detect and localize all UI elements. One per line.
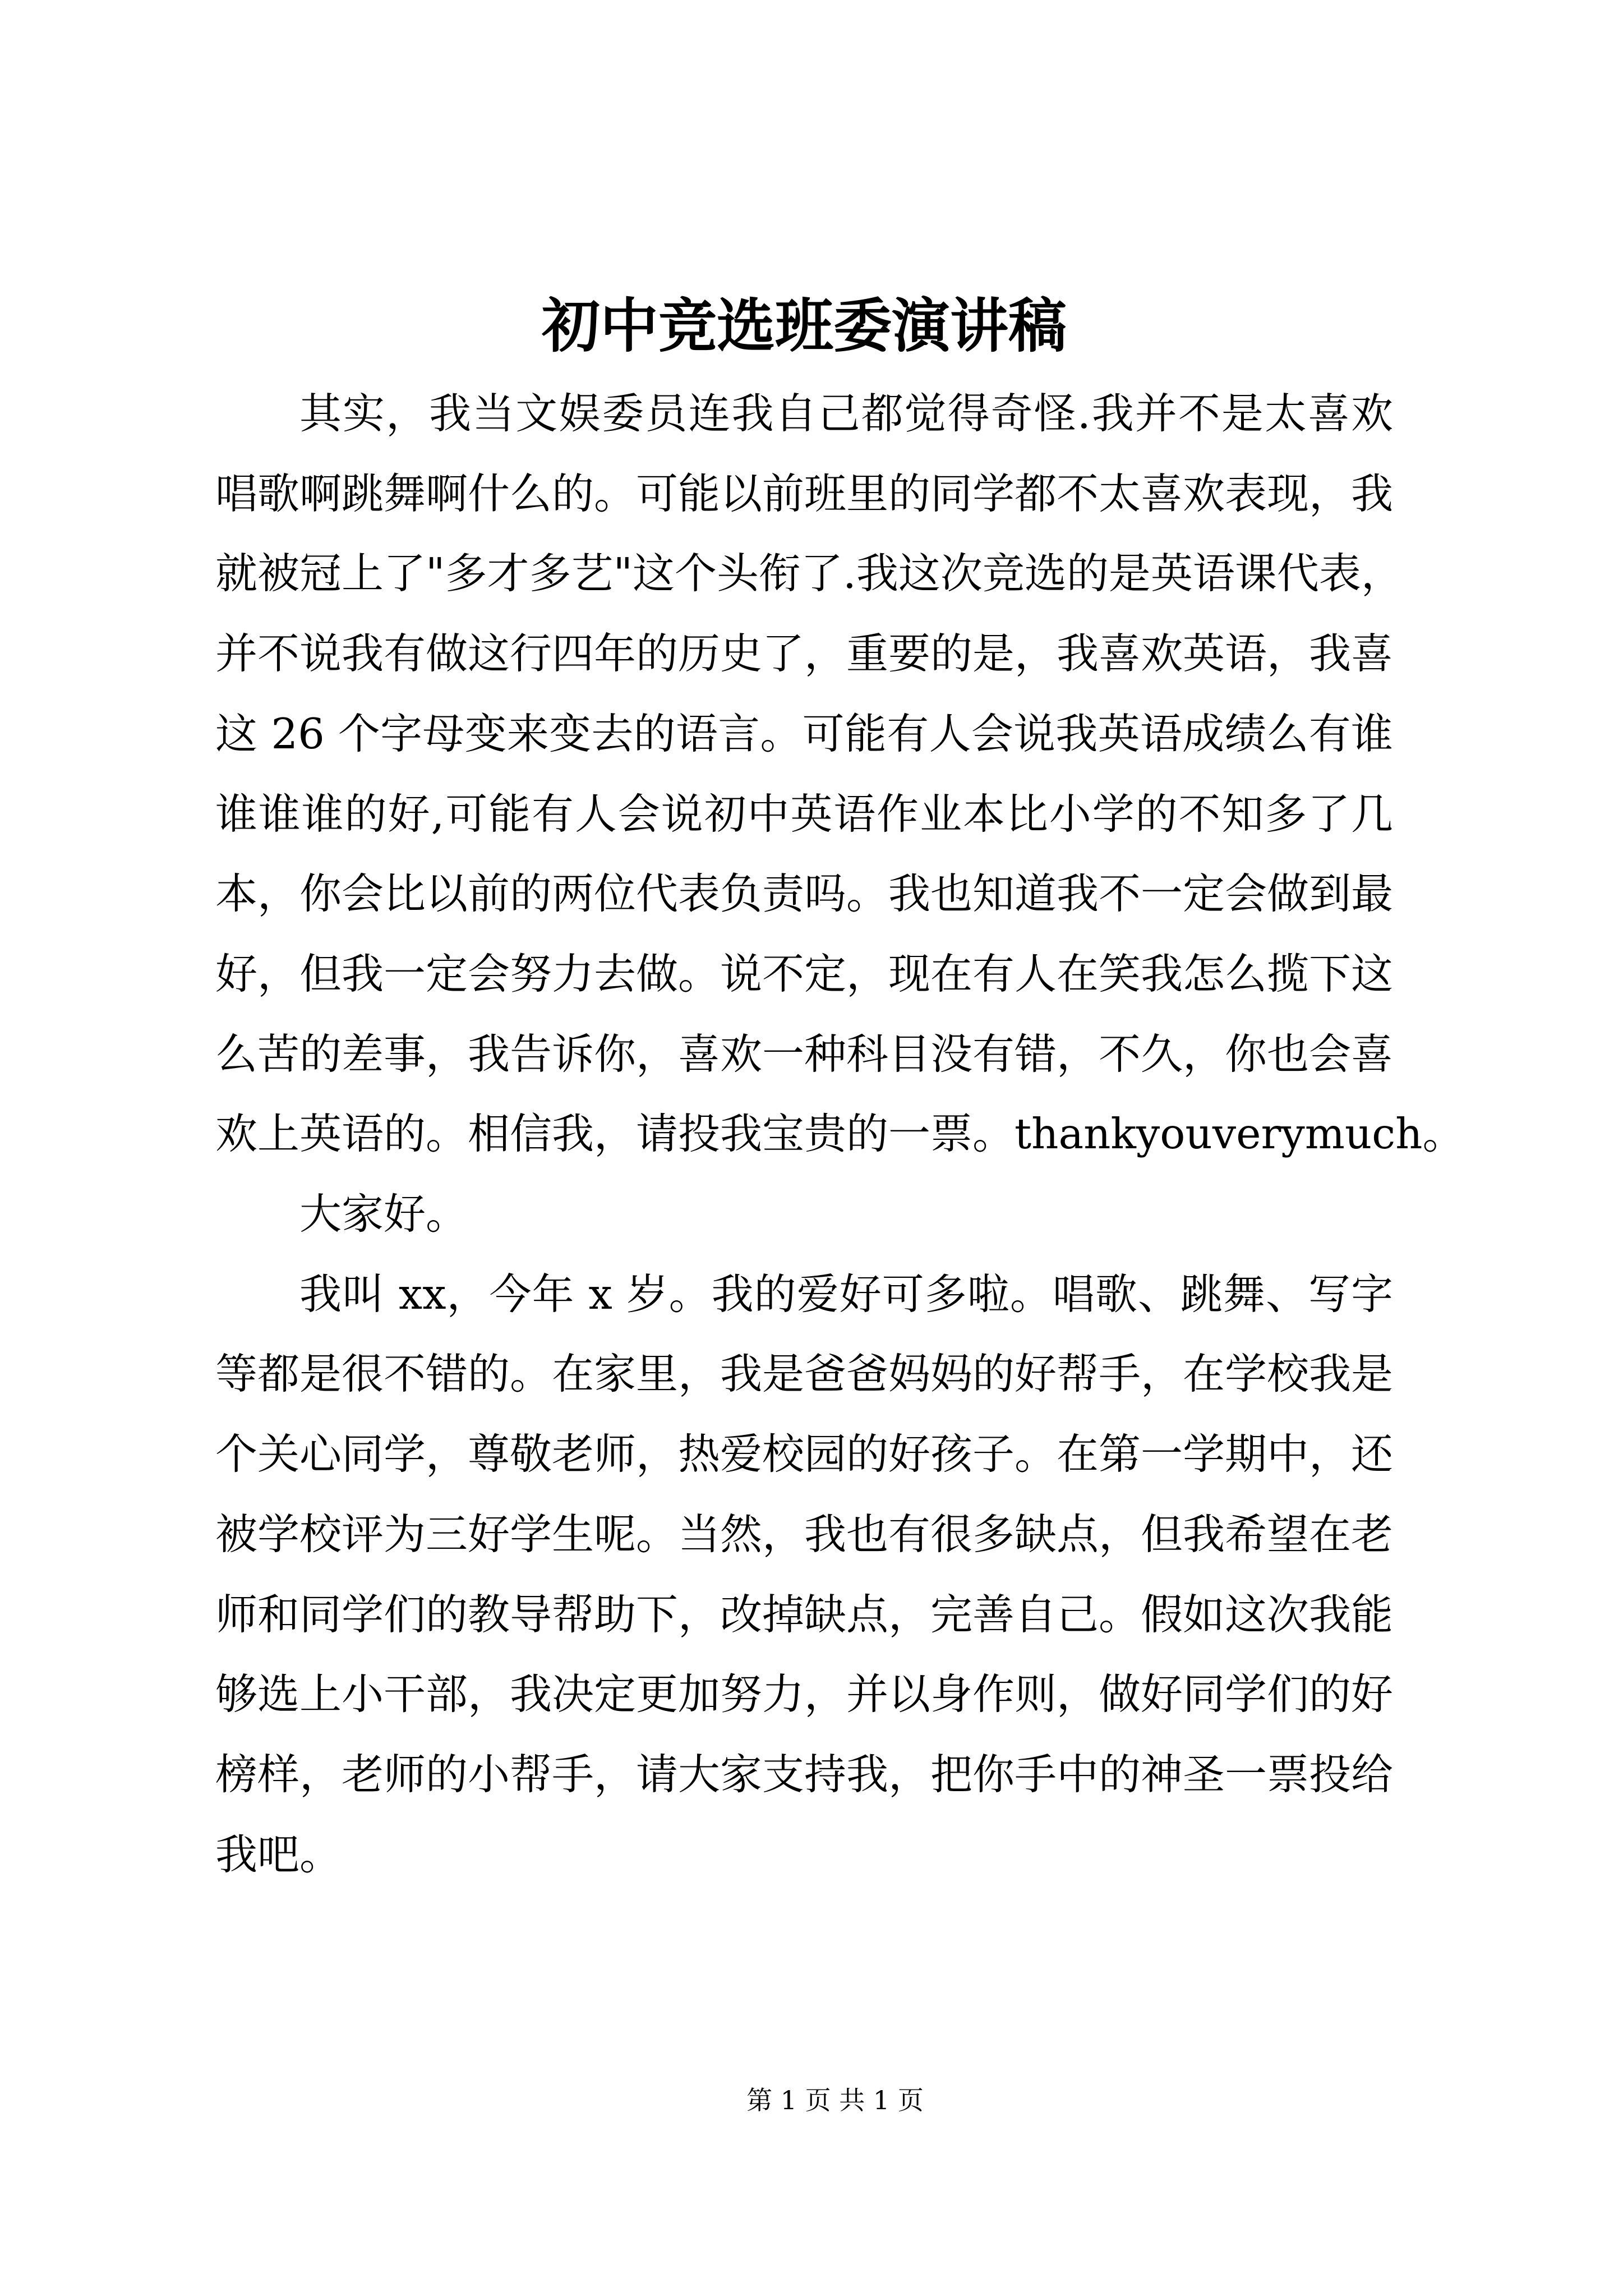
- paragraph-3: [215, 1254, 1393, 1895]
- paragraph-line: 够选上小干部，我决定更加努力，并以身作则，做好同学们的好: [215, 1669, 1394, 1719]
- paragraph-line: 这 26 个字母变来变去的语言。可能有人会说我英语成绩么有谁: [215, 708, 1393, 758]
- paragraph-line: 榜样，老师的小帮手，请大家支持我，把你手中的神圣一票投给: [215, 1749, 1394, 1799]
- paragraph-2: [215, 1174, 1393, 1254]
- paragraph-line: 欢上英语的。相信我，请投我宝贵的一票。thankyouverymuch。: [215, 1109, 1465, 1159]
- paragraph-line: 个关心同学，尊敬老师，热爱校园的好孩子。在第一学期中，还: [215, 1429, 1394, 1479]
- paragraph-line: 我吧。: [215, 1829, 342, 1879]
- paragraph-line: 等都是很不错的。在家里，我是爸爸妈妈的好帮手，在学校我是: [215, 1349, 1394, 1399]
- page-footer: 第 1 页 共 1 页: [746, 2085, 924, 2115]
- paragraph-line: 师和同学们的教导帮助下，改掉缺点，完善自己。假如这次我能: [215, 1589, 1394, 1639]
- paragraph-line: 唱歌啊跳舞啊什么的。可能以前班里的同学都不太喜欢表现，我: [215, 468, 1394, 518]
- paragraph-line: 谁谁谁的好,可能有人会说初中英语作业本比小学的不知多了几: [215, 789, 1393, 839]
- paragraph-1: [215, 374, 1465, 1174]
- document-body: [215, 374, 1465, 1894]
- paragraph-line: 被学校评为三好学生呢。当然，我也有很多缺点，但我希望在老: [215, 1509, 1394, 1559]
- paragraph-line: 其实，我当文娱委员连我自己都觉得奇怪.我并不是太喜欢: [299, 389, 1393, 438]
- paragraph-line: 并不说我有做这行四年的历史了，重要的是，我喜欢英语，我喜: [215, 629, 1394, 679]
- paragraph-line: 么苦的差事，我告诉你，喜欢一种科目没有错，不久，你也会喜: [215, 1029, 1394, 1079]
- paragraph-line: 本，你会比以前的两位代表负责吗。我也知道我不一定会做到最: [215, 869, 1394, 919]
- paragraph-line: 我叫 xx，今年 x 岁。我的爱好可多啦。唱歌、跳舞、写字: [299, 1269, 1393, 1319]
- paragraph-line: 就被冠上了"多才多艺"这个头衔了.我这次竞选的是英语课代表，: [215, 549, 1403, 599]
- paragraph-line: 大家好。: [299, 1189, 468, 1239]
- paragraph-line: 好，但我一定会努力去做。说不定，现在有人在笑我怎么揽下这: [215, 949, 1394, 999]
- document-title: 初中竞选班委演讲稿: [541, 291, 1067, 360]
